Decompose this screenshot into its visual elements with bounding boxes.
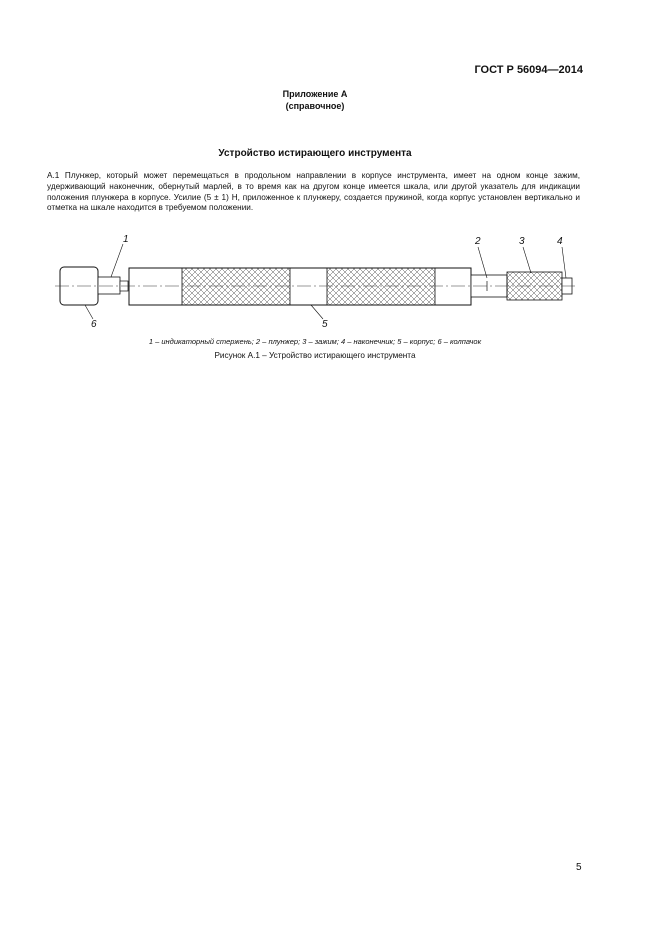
figure-caption: Рисунок А.1 – Устройство истирающего инструмента	[214, 351, 416, 360]
annex-subtitle: (справочное)	[285, 101, 345, 111]
body-paragraph: А.1 Плунжер, который может перемещаться в продольном направлении в корпусе инструмента, имеет на одном конце зажим, удерживающий наконечник, обернутый марлей, в то время как на другом конце имеется шкала, или другой указатель для индикации положения плунжера в корпусе. Усилие (5 ± 1) Н, приложенное к плунжеру, создается пружиной, когда корпус установлен вертикально и отметка на шкале находится в требуемом положении.	[47, 171, 580, 213]
callout-3: 3	[519, 236, 525, 247]
callout-6: 6	[91, 319, 97, 330]
callout-4: 4	[557, 236, 563, 247]
body-part	[129, 268, 471, 305]
annex-title: Приложение А	[282, 89, 348, 99]
figure-legend: 1 – индикаторный стержень; 2 – плунжер; 3 – зажим; 4 – наконечник; 5 – корпус; 6 – колпачок	[148, 337, 482, 346]
indicator-rod-part	[98, 277, 120, 294]
page-number: 5	[576, 862, 582, 873]
callout-5: 5	[322, 319, 328, 330]
annex-heading	[0, 88, 630, 112]
callout-2: 2	[475, 236, 481, 247]
instrument-drawing	[45, 230, 585, 330]
section-title: Устройство истирающего инструмента	[218, 148, 412, 159]
standard-code: ГОСТ Р 56094—2014	[474, 64, 583, 76]
callout-1: 1	[123, 234, 129, 245]
